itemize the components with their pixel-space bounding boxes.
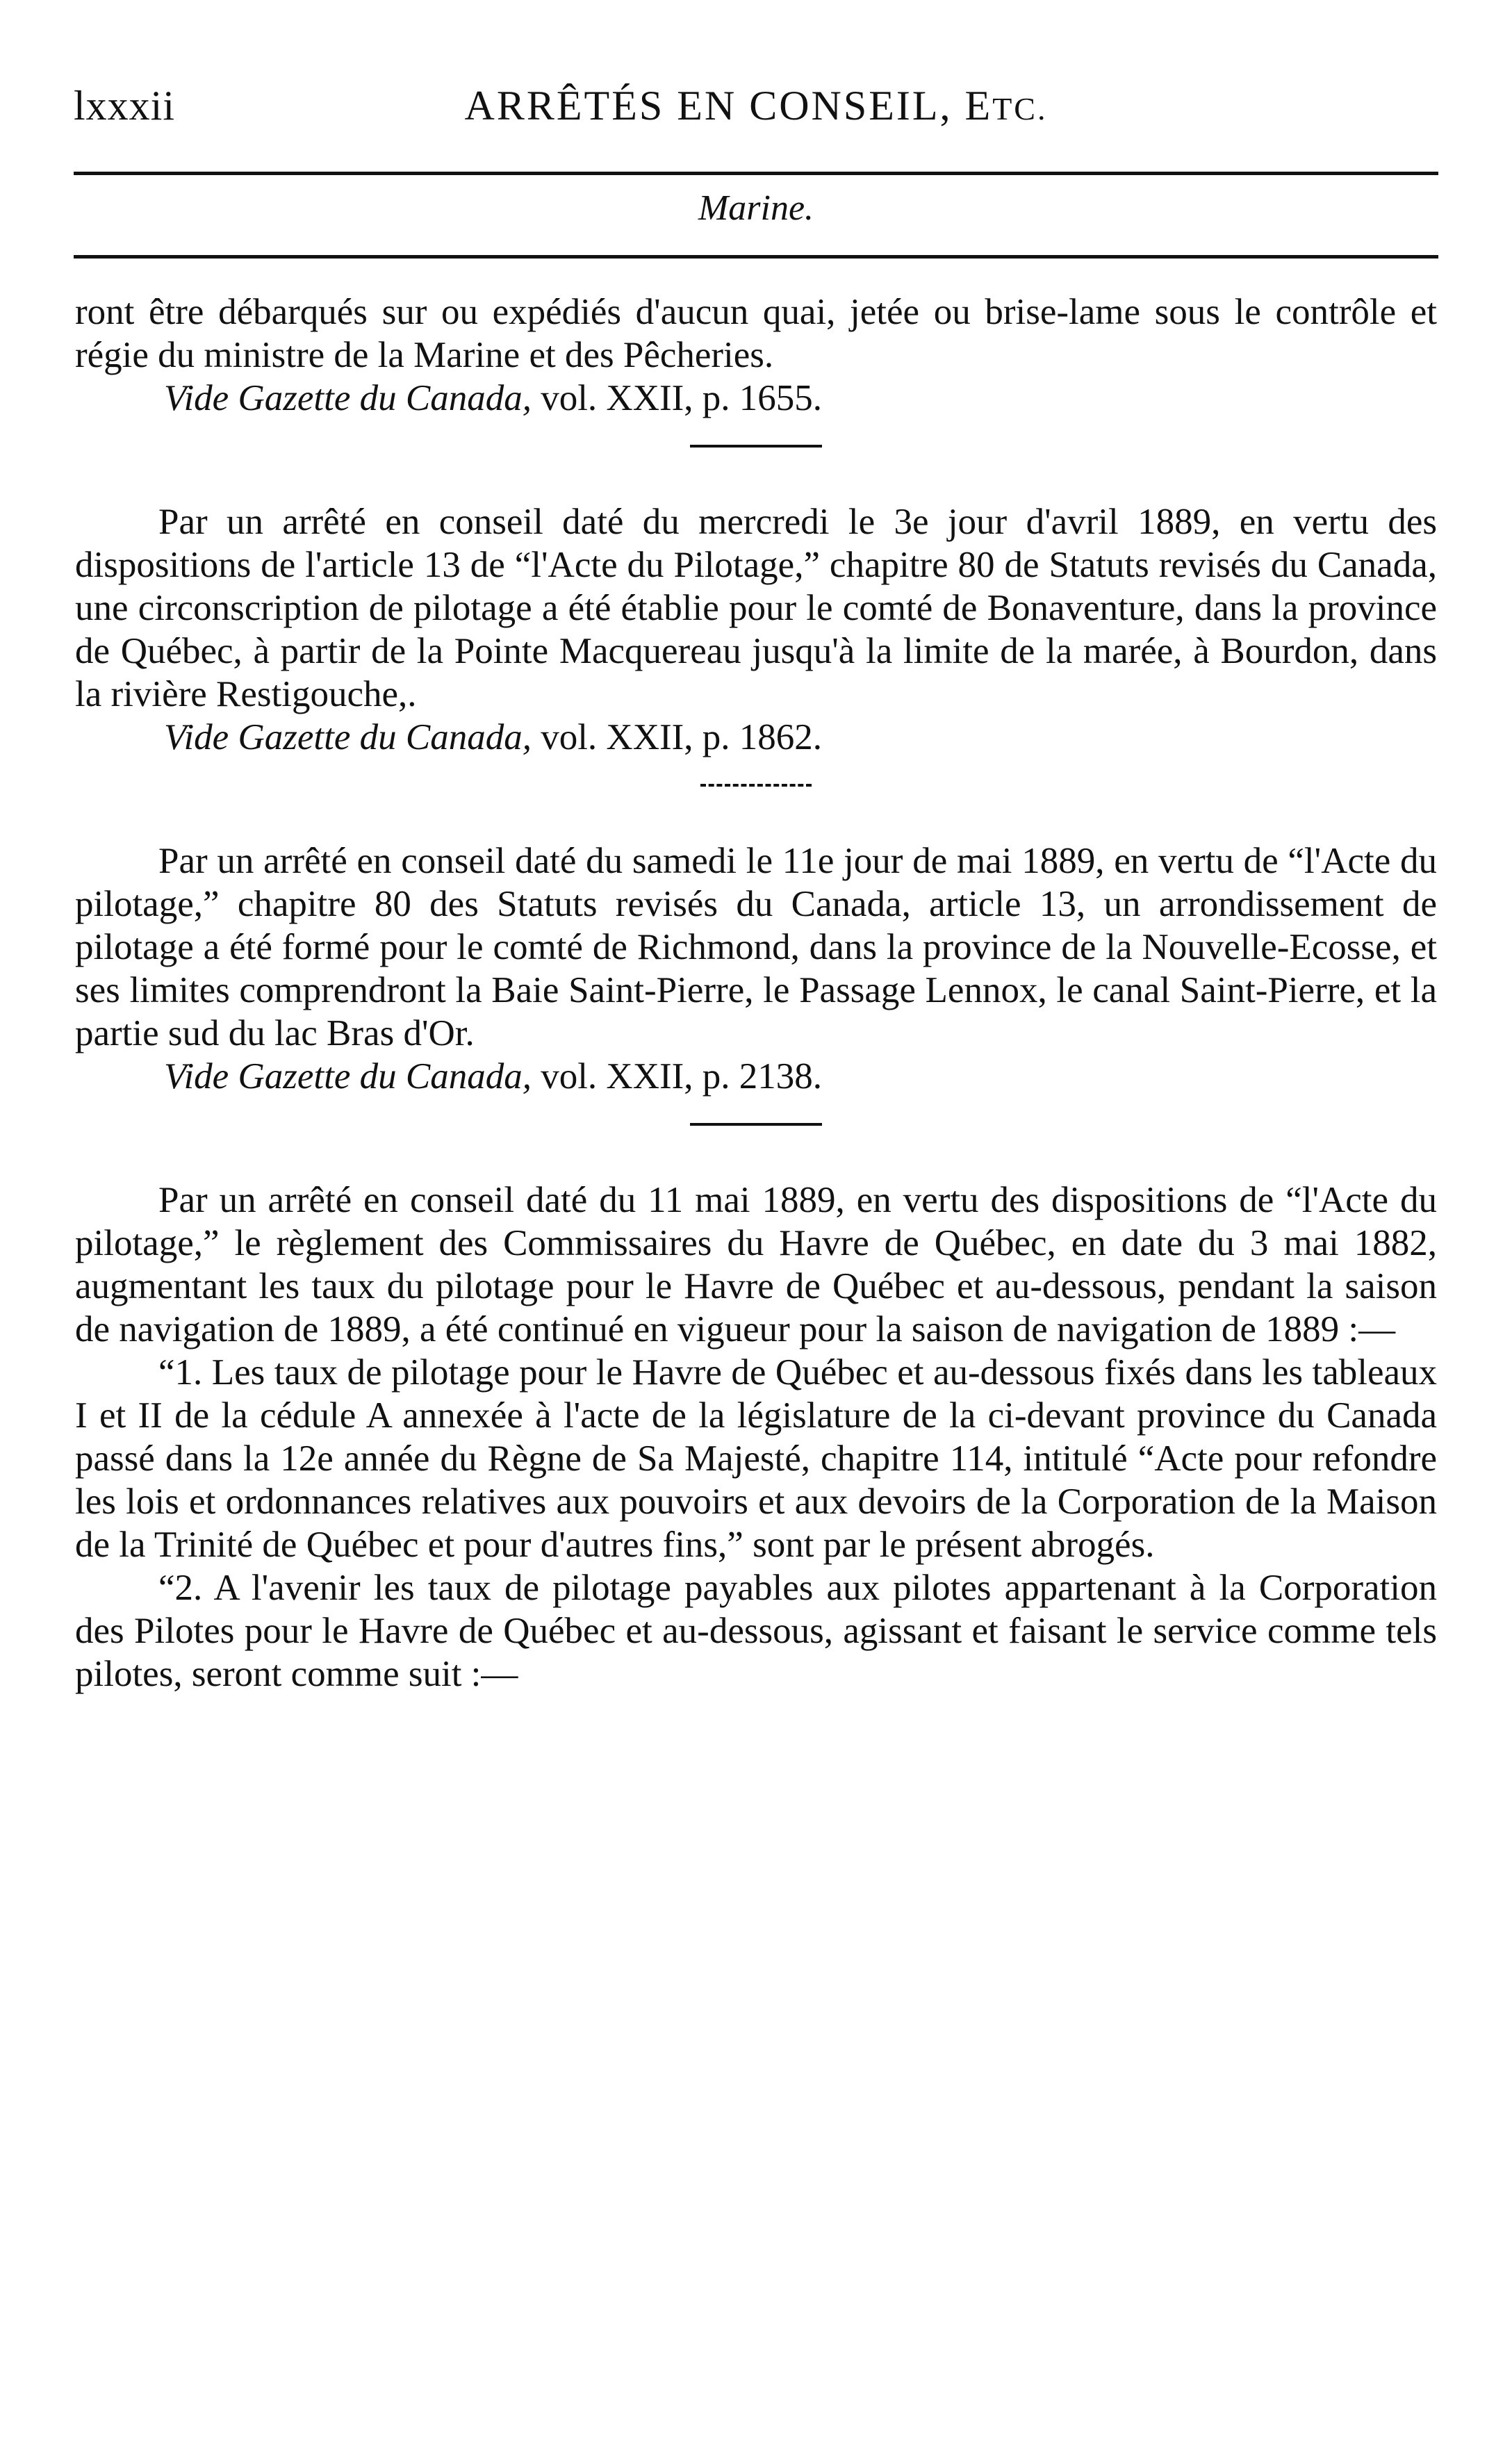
gazette-reference-italic: Vide Gazette du Canada,: [164, 1056, 532, 1097]
gazette-reference-volume: vol. XXII, p. 1655.: [531, 378, 823, 418]
paragraph: Par un arrêté en conseil daté du mercredi le 3e jour d'avril 1889, en vertu des dispositions de l'article 13 de “l'Acte du Pilotage,” chapitre 80 de Statuts revisés du Canada, une circonscription de pilotage a été établie pour le comté de Bonaventure, dans la province de Québec, à partir de la Pointe Macquereau jusqu'à la limite de la marée, à Bourdon, dans la rivière Restigouche,.: [75, 502, 1437, 714]
gazette-reference-italic: Vide Gazette du Canada,: [164, 717, 532, 757]
gazette-reference: [75, 377, 1437, 420]
paragraph: ront être débarqués sur ou expédiés d'aucun quai, jetée ou brise-lame sous le contrôle et régie du ministre de la Marine et des Pêcheries.: [75, 292, 1437, 375]
page-number: lxxxii: [74, 83, 176, 129]
gazette-reference: [75, 716, 1437, 759]
paragraph-clause-2: “2. A l'avenir les taux de pilotage payables aux pilotes appartenant à la Corporation des Pilotes pour le Havre de Québec et au-dessous, agissant et faisant le service comme tels pilotes, seront comme suit :—: [75, 1568, 1437, 1694]
paragraph: Par un arrêté en conseil daté du 11 mai 1889, en vertu des dispositions de “l'Acte du pilotage,” le règlement des Commissaires du Havre de Québec, en date du 3 mai 1882, augmentant les taux du pilotage pour le Havre de Québec et au-dessous, pendant la saison de navigation de 1889, a été continué en vigueur pour la saison de navigation de 1889 :—: [75, 1180, 1437, 1349]
entry-richmond: [75, 839, 1437, 1098]
gazette-reference: [75, 1055, 1437, 1098]
section-separator: [690, 1123, 822, 1126]
page-header: [74, 82, 1438, 151]
entry-bonaventure: [75, 500, 1437, 759]
paragraph-clause-1: “1. Les taux de pilotage pour le Havre de Québec et au-dessous fixés dans les tableaux I et II de la cédule A annexée à l'acte de la législature de la ci-devant province du Canada passé dans la 12e année du Règne de Sa Majesté, chapitre 114, intitulé “Acte pour refondre les lois et ordonnances relatives aux pouvoirs et aux devoirs de la Corporation de la Maison de la Trinité de Québec et pour d'autres fins,” sont par le présent abrogés.: [75, 1352, 1437, 1565]
paragraph: Par un arrêté en conseil daté du samedi le 11e jour de mai 1889, en vertu de “l'Acte du pilotage,” chapitre 80 des Statuts revisés du Canada, article 13, un arrondissement de pilotage a été formé pour le comté de Richmond, dans la province de la Nouvelle-Ecosse, et ses limites comprendront la Baie Saint-Pierre, le Passage Lennox, le canal Saint-Pierre, et la partie sud du lac Bras d'Or.: [75, 841, 1437, 1053]
section-separator: [690, 445, 822, 448]
running-title-etc-initial: E: [964, 83, 993, 129]
header-rule-top: [74, 172, 1438, 175]
gazette-reference-volume: vol. XXII, p. 1862.: [531, 717, 823, 757]
gazette-reference-volume: vol. XXII, p. 2138.: [531, 1056, 823, 1097]
gazette-reference-italic: Vide Gazette du Canada,: [164, 378, 532, 418]
running-title: [74, 82, 1438, 130]
entry-quebec-harbour: [75, 1179, 1437, 1696]
main-text: [75, 290, 1437, 1696]
entry-continuation: [75, 290, 1437, 420]
header-rule-bottom: [74, 255, 1438, 259]
section-title: Marine.: [698, 188, 814, 228]
section-separator: [700, 784, 812, 787]
running-title-main: ARRÊTÉS EN CONSEIL,: [464, 83, 953, 129]
running-title-etc-rest: TC.: [992, 91, 1048, 126]
